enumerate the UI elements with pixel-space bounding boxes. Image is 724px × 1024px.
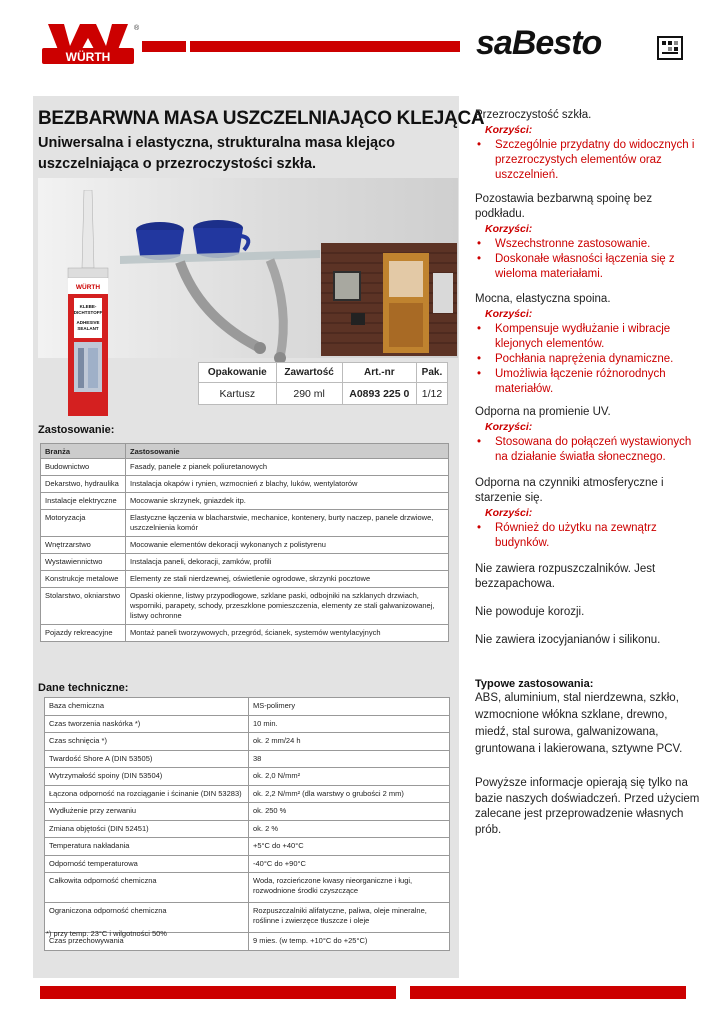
benefits-label: Korzyści: <box>485 421 533 433</box>
benefits-list <box>475 521 700 551</box>
value-cell: ok. 2 mm/24 h <box>249 733 450 751</box>
benefits-list <box>475 322 700 397</box>
property-cell: Baza chemiczna <box>45 698 249 716</box>
use-cell: Fasady, panele z pianek poliuretanowych <box>126 459 449 476</box>
benefits-label: Korzyści: <box>485 308 533 320</box>
cartridge-label-line3: ADHESIVE <box>76 320 100 325</box>
table-row <box>45 733 450 751</box>
table-row <box>41 493 449 510</box>
feature-lead: Odporna na promienie UV. <box>475 406 611 418</box>
feature-block <box>475 476 700 551</box>
industry-cell: Motoryzacja <box>41 510 126 537</box>
table-row <box>41 537 449 554</box>
value-cell: 10 min. <box>249 715 450 733</box>
use-cell: Elementy ze stali nierdzewnej, oświetlenie ogrodowe, skrzynki pocztowe <box>126 571 449 588</box>
table-row <box>45 873 450 903</box>
table-row <box>45 855 450 873</box>
order-table <box>198 362 448 405</box>
cartridge-label-line2: DICHTSTOFF <box>73 310 103 315</box>
benefits-list <box>475 435 700 465</box>
feature-lead: Mocna, elastyczna spoina. <box>475 293 611 305</box>
sealant-cartridge-photo <box>62 190 114 418</box>
use-cell: Instalacja paneli, dekoracji, zamków, profili <box>126 554 449 571</box>
order-packaging: Kartusz <box>199 383 277 405</box>
technical-data-table <box>44 697 450 951</box>
value-cell: 9 mies. (w temp. +10°C do +25°C) <box>249 933 450 951</box>
property-cell: Całkowita odporność chemiczna <box>45 873 249 903</box>
feature-block <box>475 108 700 183</box>
page-subtitle: Uniwersalna i elastyczna, strukturalna masa klejąco uszczelniająca o przezroczystości szkła. <box>38 135 396 172</box>
applications-header-use: Zastosowanie <box>126 444 449 459</box>
order-header-pack: Pak. <box>416 363 447 383</box>
industry-cell: Konstrukcje metalowe <box>41 571 126 588</box>
table-row <box>41 510 449 537</box>
applications-heading: Zastosowanie: <box>38 424 115 436</box>
use-cell: Mocowanie skrzynek, gniazdek itp. <box>126 493 449 510</box>
feature-block <box>475 292 700 397</box>
sabesto-mark-icon <box>657 36 683 60</box>
list-item: • Również do użytku na zewnątrz budynków. <box>475 521 700 551</box>
value-cell: MS-polimery <box>249 698 450 716</box>
cartridge-brand-text: WÜRTH <box>75 284 101 291</box>
technical-footnote: *) przy temp. 23°C i wilgotności 50% <box>46 929 167 938</box>
property-cell: Ograniczona odporność chemiczna <box>45 903 249 933</box>
glass-shelf-photo <box>120 198 320 368</box>
typical-uses-text: ABS, aluminium, stal nierdzewna, szkło, wzmocnione włókna szklane, drewno, miedź, stal surowa, galwanizowana, gruntowana i lakierowana, sztywne PCV. <box>475 692 683 755</box>
order-header-article: Art.-nr <box>342 363 416 383</box>
wurth-logo-text: WÜRTH <box>65 50 111 64</box>
value-cell: Rozpuszczalniki alifatyczne, paliwa, oleje mineralne, roślinne i zwierzęce tłuszcze i oleje <box>249 903 450 933</box>
table-row <box>41 554 449 571</box>
feature-lead: Pozostawia bezbarwną spoinę bez podkładu. <box>475 193 653 220</box>
property-cell: Zmiana objętości (DIN 52451) <box>45 820 249 838</box>
list-item: • Stosowana do połączeń wystawionych na działanie światła słonecznego. <box>475 435 700 465</box>
property-cell: Wytrzymałość spoiny (DIN 53504) <box>45 768 249 786</box>
sabesto-brand: saBesto <box>476 24 602 62</box>
value-cell: +5°C do +40°C <box>249 838 450 856</box>
order-header-content: Zawartość <box>276 363 342 383</box>
use-cell: Montaż paneli tworzywowych, przegród, ścianek, systemów wentylacyjnych <box>126 625 449 642</box>
order-article-number: A0893 225 0 <box>342 383 416 405</box>
table-row <box>45 838 450 856</box>
industry-cell: Budownictwo <box>41 459 126 476</box>
wurth-logo <box>34 20 142 84</box>
property-cell: Łączona odporność na rozciąganie i ścinanie (DIN 53283) <box>45 785 249 803</box>
industry-cell: Stolarstwo, okniarstwo <box>41 588 126 625</box>
feature-block <box>475 192 700 282</box>
feature-block <box>475 405 700 465</box>
list-item: • Doskonałe własności łączenia się z wieloma materiałami. <box>475 252 700 282</box>
table-row <box>45 715 450 733</box>
cartridge-label-line4: SEALANT <box>77 326 99 331</box>
property-cell: Temperatura nakładania <box>45 838 249 856</box>
property-cell: Czas przechowywania <box>45 933 249 951</box>
order-content: 290 ml <box>276 383 342 405</box>
header-red-stripe-center <box>190 41 460 52</box>
table-row <box>45 903 450 933</box>
industry-cell: Instalacje elektryczne <box>41 493 126 510</box>
order-pack: 1/12 <box>416 383 447 405</box>
use-cell: Opaski okienne, listwy przypodłogowe, szklane paski, odbojniki na szklanych drzwiach, wsporniki, parapety, schody, przeszklone pomieszczenia, elementy ze stali galwanizowanej, listwy ochronne <box>126 588 449 625</box>
property-cell: Czas schnięcia *) <box>45 733 249 751</box>
value-cell: ok. 2,2 N/mm² (dla warstwy o grubości 2 mm) <box>249 785 450 803</box>
feature-lead: Odporna na czynniki atmosferyczne i starzenie się. <box>475 477 664 504</box>
table-row <box>41 625 449 642</box>
table-row <box>41 571 449 588</box>
property-cell: Odporność temperaturowa <box>45 855 249 873</box>
table-row <box>41 476 449 493</box>
industry-cell: Wystawiennictwo <box>41 554 126 571</box>
footer-red-stripe-right <box>410 986 686 999</box>
value-cell: 38 <box>249 750 450 768</box>
table-row <box>45 820 450 838</box>
list-item: • Wszechstronne zastosowanie. <box>475 237 700 252</box>
value-cell: ok. 2,0 N/mm² <box>249 768 450 786</box>
table-row <box>45 785 450 803</box>
benefits-label: Korzyści: <box>485 223 533 235</box>
list-item: • Umożliwia łączenie różnorodnych materiałów. <box>475 367 700 397</box>
use-cell: Instalacja okapów i rynien, wzmocnień z blachy, luków, wentylatorów <box>126 476 449 493</box>
industry-cell: Pojazdy rekreacyjne <box>41 625 126 642</box>
applications-header-industry: Branża <box>41 444 126 459</box>
benefits-label: Korzyści: <box>485 507 533 519</box>
value-cell: -40°C do +90°C <box>249 855 450 873</box>
registered-mark: ® <box>134 25 140 32</box>
footer-red-stripe-left <box>40 986 396 999</box>
note-no-corrosion: Nie powoduje korozji. <box>475 606 585 618</box>
typical-uses-heading: Typowe zastosowania: <box>475 678 594 690</box>
page-title: BEZBARWNA MASA USZCZELNIAJĄCO KLEJĄCA <box>38 108 485 129</box>
value-cell: ok. 250 % <box>249 803 450 821</box>
feature-lead: Przezroczystość szkła. <box>475 109 592 121</box>
table-row <box>41 459 449 476</box>
table-row <box>45 698 450 716</box>
list-item: • Pochłania naprężenia dynamiczne. <box>475 352 700 367</box>
applications-table <box>40 443 449 642</box>
disclaimer-text: Powyższe informacje opierają się tylko na bazie naszych doświadczeń. Przed użyciem zalecane jest przeprowadzenie własnych prób. <box>475 777 700 836</box>
order-header-packaging: Opakowanie <box>199 363 277 383</box>
value-cell: Woda, rozcieńczone kwasy nieorganiczne i ługi, rozwodnione środki czyszczące <box>249 873 450 903</box>
cartridge-label-line1: KLEBE- <box>79 304 97 309</box>
technical-data-heading: Dane techniczne: <box>38 682 129 694</box>
industry-cell: Wnętrzarstwo <box>41 537 126 554</box>
note-no-isocyanates: Nie zawiera izocyjanianów i silikonu. <box>475 634 661 646</box>
use-cell: Elastyczne łączenia w blacharstwie, mechanice, kontenery, burty naczep, panele drzwiowe, uszczelnienia komór <box>126 510 449 537</box>
property-cell: Czas tworzenia naskórka *) <box>45 715 249 733</box>
table-row <box>41 588 449 625</box>
list-item: • Szczególnie przydatny do widocznych i przezroczystych elementów oraz uszczelnień. <box>475 138 700 183</box>
list-item: • Kompensuje wydłużanie i wibracje klejonych elementów. <box>475 322 700 352</box>
property-cell: Wydłużenie przy zerwaniu <box>45 803 249 821</box>
table-row <box>45 750 450 768</box>
table-row <box>45 768 450 786</box>
use-cell: Mocowanie elementów dekoracji wykonanych z polistyrenu <box>126 537 449 554</box>
wooden-house-door-photo <box>321 243 457 356</box>
value-cell: ok. 2 % <box>249 820 450 838</box>
property-cell: Twardość Shore A (DIN 53505) <box>45 750 249 768</box>
benefits-label: Korzyści: <box>485 124 533 136</box>
industry-cell: Dekarstwo, hydraulika <box>41 476 126 493</box>
table-row <box>45 803 450 821</box>
benefits-list <box>475 237 700 282</box>
note-no-solvents: Nie zawiera rozpuszczalników. Jest bezzapachowa. <box>475 563 656 590</box>
benefits-list <box>475 138 700 183</box>
